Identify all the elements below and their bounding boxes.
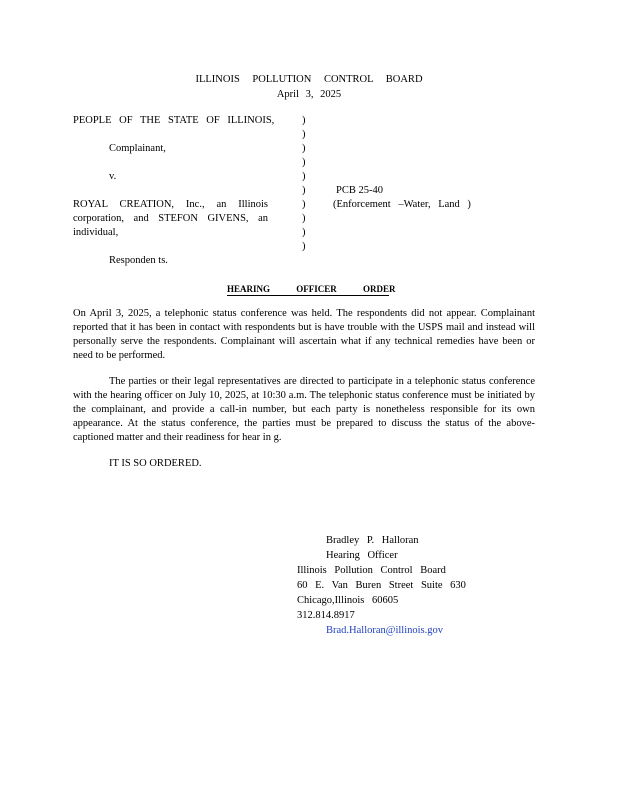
signer-city: Chicago,Illinois 60605 [297, 595, 399, 606]
board-name: ILLINOIS POLLUTION CONTROL BOARD [195, 74, 423, 85]
signer-org: Illinois Pollution Control Board [297, 565, 446, 576]
signature-block [297, 533, 466, 638]
signer-phone: 312.814.8917 [297, 610, 355, 621]
case-number: PCB 25-40 [336, 185, 383, 196]
complainant-role: Complainant, [109, 143, 166, 154]
order-closing: IT IS SO ORDERED. [109, 458, 202, 469]
order-heading: HEARING OFFICER ORDER [227, 284, 396, 294]
signer-name: Bradley P. Halloran [326, 535, 419, 546]
signer-email-link[interactable]: Brad.Halloran@illinois.gov [326, 625, 443, 636]
signer-title: Hearing Officer [326, 550, 398, 561]
order-date: April 3, 2025 [276, 89, 342, 100]
respondent-names: ROYAL CREATION, Inc., an Illinois corporation, and STEFON GIVENS, an individual, [73, 199, 268, 238]
complainant-name: PEOPLE OF THE STATE OF ILLINOIS, [73, 115, 275, 126]
order-paragraph-2: The parties or their legal representatives are directed to participate in a telephonic status conference with the hearing officer on July 10, 2025, at 10:30 a.m. The telephonic status conference must be initiated by the complainant, and provide a call-in number, but each party is nonetheless responsible for its own appearance. At the status conference, the parties must be prepared to discuss the status of the above- captioned matter and their readiness for hear in g. [73, 376, 535, 443]
caption-parties [73, 114, 275, 268]
order-paragraph-1: On April 3, 2025, a telephonic status conference was held. The respondents did not appear. Complainant reported that it has been in contact with respondents but is have trouble with the USPS mail and instead will personally serve the respondents. Complainant will ascertain what if any technical remedies have been or need to be performed. [73, 308, 535, 361]
case-type: (Enforcement –Water, Land ) [333, 199, 471, 210]
signer-address: 60 E. Van Buren Street Suite 630 [297, 580, 466, 591]
versus-label: v. [109, 171, 117, 182]
document-header [0, 72, 618, 102]
respondent-role: Responden ts. [109, 255, 168, 266]
case-info [333, 184, 471, 212]
caption-parentheses: ) ) ) ) ) ) ) ) ) ) [302, 115, 306, 252]
